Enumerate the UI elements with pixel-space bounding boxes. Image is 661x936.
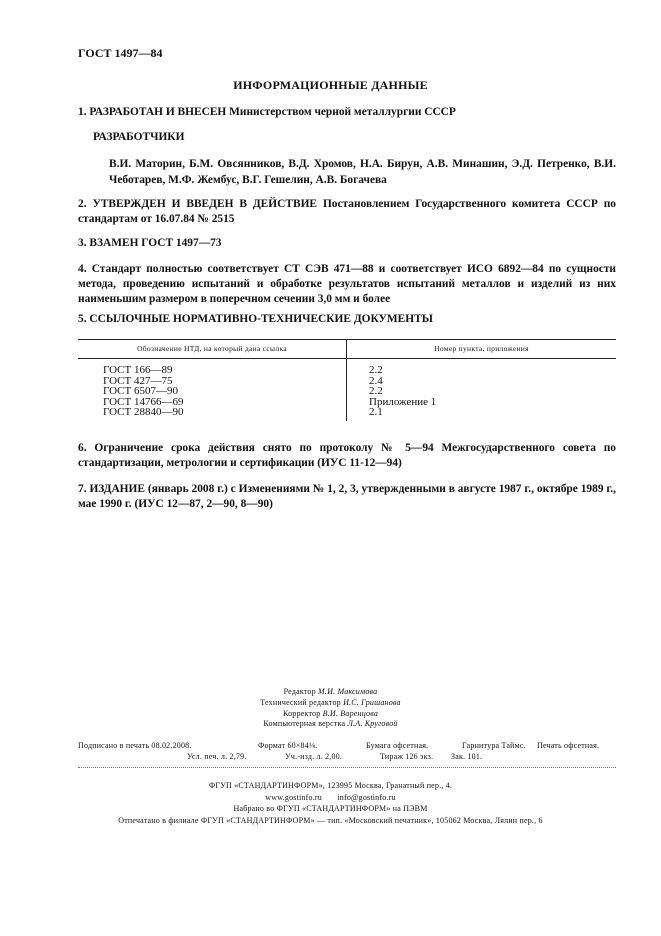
section-4: 4. Стандарт полностью соответствует СТ СЭВ 471—88 и соответствует ИСО 6892—84 по сущности метода, проведению испытаний и обработке результатов испытаний металлов и изделий из них наименьшим размером в поперечном сечении 3,0 мм и более: [78, 263, 616, 305]
credit-corrector: Корректор В.И. Варенцова: [282, 708, 379, 718]
section-2: [78, 197, 616, 227]
table-row: [78, 386, 616, 397]
table-cell-clause: 2.2: [369, 364, 383, 376]
table-cell-document: ГОСТ 166—89: [78, 359, 347, 376]
table-cell-clause: Приложение 1: [369, 395, 437, 408]
credit-layout: Компьютерная верстка Л.А. Круговой: [263, 719, 398, 729]
typeset-note: Набрано во ФГУП «СТАНДАРТИНФОРМ» на ПЭВМ: [233, 804, 428, 813]
table-cell-clause: 2.4: [369, 374, 383, 387]
table-cell-document: ГОСТ 427—75: [78, 376, 347, 387]
editorial-credits: [0, 687, 661, 730]
references-table: [78, 339, 616, 421]
credit-tech-editor: Технический редактор И.С. Гришанова: [260, 697, 401, 707]
print-sheets: Усл. печ. л. 2,79.: [187, 752, 247, 761]
section-1-lead: 1. РАЗРАБОТАН И ВНЕСЕН: [78, 106, 227, 118]
printed-note: Отпечатано в филиале ФГУП «СТАНДАРТИНФОРМ» — тип. «Московский печатник», 105062 Москва, Лялин пер., 6: [118, 815, 543, 825]
publisher-contacts: [0, 792, 661, 804]
table-header-row: [78, 340, 616, 359]
publisher-website: www.gostinfo.ru: [265, 792, 322, 802]
developers-heading: РАЗРАБОТЧИКИ: [93, 131, 185, 143]
section-5-heading: 5. ССЫЛОЧНЫЕ НОРМАТИВНО-ТЕХНИЧЕСКИЕ ДОКУМЕНТЫ: [78, 313, 433, 325]
table-cell-document: ГОСТ 14766—69: [78, 397, 347, 408]
publisher-address: ФГУП «СТАНДАРТИНФОРМ», 123995 Москва, Гранатный пер., 4.: [208, 781, 453, 790]
table-cell-clause: 2.1: [369, 406, 383, 418]
section-2-text: Постановлением Государственного комитета СССР по стандартам от 16.07.84 № 2515: [78, 198, 617, 225]
document-code: ГОСТ 1497—84: [78, 46, 163, 60]
credit-editor: Редактор М.И. Максимова: [283, 687, 378, 696]
print-pub-sheets: Уч.-изд. л. 2,00.: [285, 752, 343, 761]
section-7: 7. ИЗДАНИЕ (январь 2008 г.) с Изменениями № 1, 2, 3, утвержденными в августе 1987 г., октябре 1989 г., мае 1990 г. (ИУС 12—87, 2—90, 8—90): [78, 483, 616, 510]
print-typeface: Гарнитура Таймс.: [462, 741, 526, 750]
print-paper: Бумага офсетная.: [366, 741, 429, 750]
table-row: [78, 359, 616, 376]
table-header-clause: Номер пункта, приложения: [347, 340, 617, 359]
print-method: Печать офсетная.: [537, 741, 600, 750]
table-cell-clause: 2.2: [369, 385, 383, 397]
table-cell-document: ГОСТ 28840—90: [78, 407, 347, 421]
print-format: Формат 60×84⅛.: [258, 741, 318, 750]
section-1: [78, 105, 616, 120]
print-order: Зак. 101.: [451, 752, 483, 761]
publisher-footer: [0, 780, 661, 826]
table-cell-document: ГОСТ 6507—90: [78, 386, 347, 397]
section-1-text: Министерством черной металлургии СССР: [229, 106, 456, 118]
print-signed: Подписано в печать 08.02.2008.: [78, 741, 192, 750]
print-run: Тираж 126 экз.: [380, 752, 434, 761]
divider: [78, 767, 616, 768]
section-3: 3. ВЗАМЕН ГОСТ 1497—73: [78, 237, 222, 249]
table-header-document: Обозначение НТД, на который дана ссылка: [78, 340, 347, 359]
developers-list: В.И. Маторин, Б.М. Овсянников, В.Д. Хромов, Н.А. Бирун, А.В. Минашин, Э.Д. Петренко, В.И. Чеботарев, М.Ф. Жембус, В.Г. Гешелин, А.В. Богачева: [109, 158, 616, 186]
section-2-lead: 2. УТВЕРЖДЕН И ВВЕДЕН В ДЕЙСТВИЕ: [78, 198, 318, 210]
publisher-email: info@gostinfo.ru: [337, 792, 396, 802]
section-6: 6. Ограничение срока действия снято по протоколу № 5—94 Межгосударственного совета по стандартизации, метрологии и сертификации (ИУС 11-12—94): [78, 442, 616, 469]
table-row: [78, 407, 616, 421]
page-title: ИНФОРМАЦИОННЫЕ ДАННЫЕ: [233, 78, 428, 92]
